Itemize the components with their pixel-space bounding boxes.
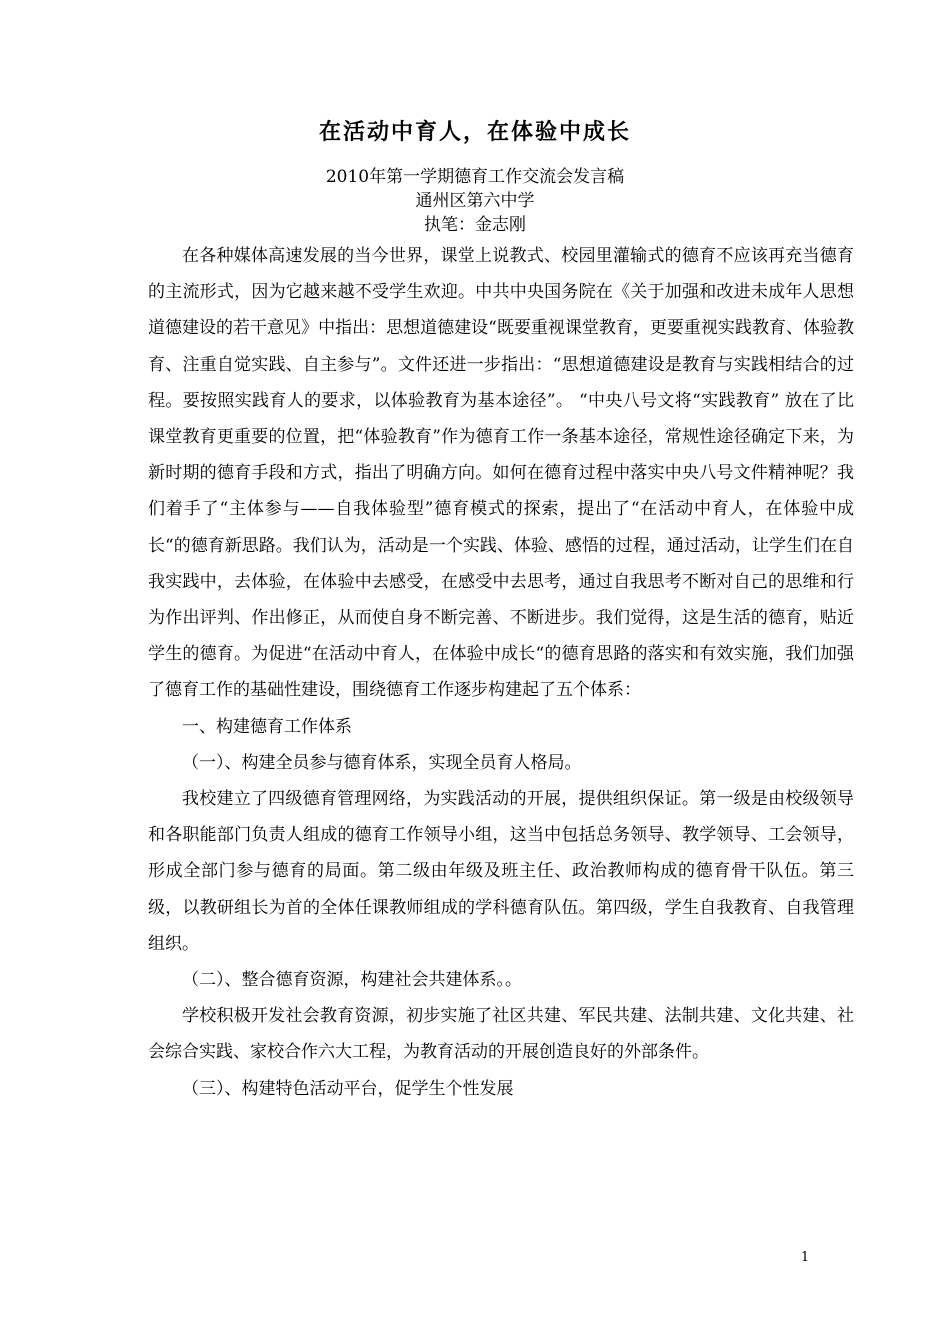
document-subtitle: 2010年第一学期德育工作交流会发言稿 bbox=[325, 167, 625, 187]
author-line: 执笔：金志刚 bbox=[424, 215, 526, 235]
subsection-heading-1: （一）、构建全员参与德育体系，实现全员育人格局。 bbox=[182, 752, 582, 773]
subsection-heading-3: （三）、构建特色活动平台，促学生个性发展 bbox=[182, 1078, 514, 1099]
paragraph-intro: 在各种媒体高速发展的当今世界，课堂上说教式、校园里灌输式的德育不应该再充当德育的主流形式，因为它越来越不受学生欢迎。中共中央国务院在《关于加强和改进未成年人思想道德建设的若干意见》中指出：思想道德建设“既要重视课堂教育，更要重视实践教育、体验教育、注重自觉实践、自主参与”。文件还进一步指出：“思想道德建设是教育与实践相结合的过程。要按照实践育人的要求，以体验教育为基本途径”。 “中央八号文将“实践教育” 放在了比课堂教育更重要的位置，把“体验教育”作为德育工作一条基本途径，常规性途径确定下来，为新时期的德育手段和方式，指出了明确方向。如何在德育过程中落实中央八号文件精神呢？我们着手了“主体参与——自我体验型”德育模式的探索，提出了“在活动中育人，在体验中成长“的德育新思路。我们认为，活动是一个实践、体验、感悟的过程，通过活动，让学生们在自我实践中，去体验，在体验中去感受，在感受中去思考，通过自我思考不断对自己的思维和行为作出评判、作出修正，从而使自身不断完善、不断进步。我们觉得，这是生活的德育，贴近学生的德育。为促进“在活动中育人，在体验中成长“的德育思路的落实和有效实施，我们加强了德育工作的基础性建设，围绕德育工作逐步构建起了五个体系： bbox=[148, 246, 854, 701]
body-text bbox=[148, 238, 854, 1107]
paragraph-social-resources: 学校积极开发社会教育资源，初步实施了社区共建、军民共建、法制共建、文化共建、社会综合实践、家校合作六大工程，为教育活动的开展创造良好的外部条件。 bbox=[148, 1006, 854, 1063]
school-name: 通州区第六中学 bbox=[415, 191, 535, 211]
paragraph-management-network: 我校建立了四级德育管理网络，为实践活动的开展，提供组织保证。第一级是由校级领导和各职能部门负责人组成的德育工作领导小组，这当中包括总务领导、教学领导、工会领导，形成全部门参与德育的局面。第二级由年级及班主任、政治教师构成的德育骨干队伍。第三级，以教研组长为首的全体任课教师组成的学科德育队伍。第四级，学生自我教育、自我管理组织。 bbox=[148, 789, 854, 954]
page-number: 1 bbox=[800, 1250, 810, 1265]
subsection-heading-2: （二）、整合德育资源，构建社会共建体系。。 bbox=[182, 970, 522, 991]
document-title: 在活动中育人，在体验中成长 bbox=[318, 119, 631, 145]
section-heading-1: 一、构建德育工作体系 bbox=[182, 716, 352, 737]
